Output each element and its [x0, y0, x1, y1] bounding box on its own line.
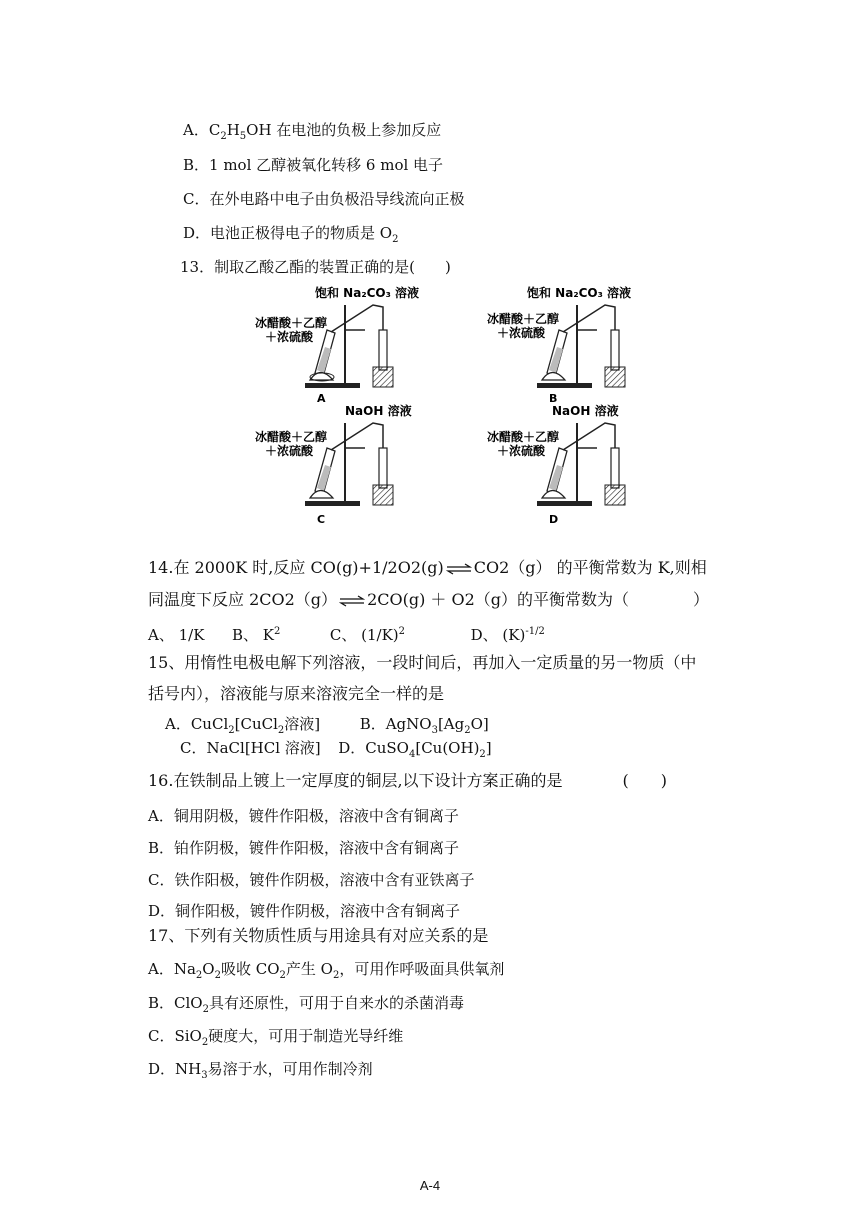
label-c-top: NaOH 溶液: [345, 404, 412, 418]
q15-option-b: B．$AgNO_3[Ag_2O]$: [359, 715, 489, 736]
q16-stem: 16.在铁制品上镀上一定厚度的铜层,以下设计方案正确的是 ( ): [148, 771, 668, 790]
q16-option-a: A．铜用阴极，镀件作阳极，溶液中含有铜离子: [148, 807, 459, 825]
caption-b: B: [549, 392, 558, 405]
q16-option-c: C．铁作阳极，镀件作阴极，溶液中含有亚铁离子: [148, 871, 475, 889]
caption-c: C: [317, 513, 326, 526]
label-a-reagent2: ＋浓硫酸: [265, 330, 314, 344]
q15-option-c: C．NaCl[HCl 溶液]: [180, 739, 321, 757]
equilibrium-arrow-icon: [339, 595, 365, 607]
q15-option-d: D．$CuSO_4[Cu(OH)_2]$: [338, 739, 492, 760]
label-a-reagent1: 冰醋酸＋乙醇: [255, 316, 328, 330]
q14-line1: 14.在 2000K 时,反应 CO(g)+1/2O2(g) CO2（g） 的平衡常数为 K,则相: [148, 558, 707, 577]
label-b-reagent2: ＋浓硫酸: [497, 326, 546, 340]
apparatus-d: [487, 403, 625, 526]
page-number: A-4: [419, 1178, 441, 1193]
q12-option-d: D．电池正极得电子的物质是 $O_2$: [183, 224, 399, 245]
label-b-top: 饱和 Na₂CO₃ 溶液: [527, 286, 632, 300]
q16-answer-bracket: ( ): [622, 771, 668, 790]
q15-options-row2: [180, 738, 492, 765]
label-d-top: NaOH 溶液: [552, 404, 619, 418]
caption-d: D: [549, 513, 559, 526]
q16-option-b: B．铂作阴极，镀件作阳极，溶液中含有铜离子: [148, 839, 460, 857]
q12-option-c: C．在外电路中电子由负极沿导线流向正极: [183, 190, 465, 208]
apparatus-b: [487, 285, 631, 405]
q16-option-d: D．铜作阳极，镀件作阴极，溶液中含有铜离子: [148, 902, 461, 920]
apparatus-a: [255, 285, 419, 405]
q12-option-a: A．$C_2H_5OH$ 在电池的负极上参加反应: [183, 121, 442, 142]
apparatus-c: [255, 403, 412, 526]
q14-option-d: D、 $(K)^{-1/2}$: [470, 626, 545, 644]
q14-options: [148, 622, 545, 645]
q14-option-a: A、 1/K: [148, 626, 205, 644]
label-c-reagent1: 冰醋酸＋乙醇: [255, 430, 328, 444]
q14-option-b: B、 $K^2$: [231, 626, 281, 644]
q14-option-c: C、 $(1/K)^2$: [329, 626, 406, 644]
q15-line2: 括号内），溶液能与原来溶液完全一样的是: [148, 684, 445, 703]
caption-a: A: [317, 392, 326, 405]
q15-line1: 15、用惰性电极电解下列溶液，一段时间后，再加入一定质量的另一物质（中: [148, 653, 697, 672]
q14-line2: 同温度下反应 2CO2（g） 2CO(g) ＋ O2（g）的平衡常数为（ ）: [148, 590, 710, 609]
equilibrium-arrow-icon: [446, 563, 472, 575]
label-d-reagent1: 冰醋酸＋乙醇: [487, 430, 560, 444]
q17-option-a: A．$Na_2O_2$吸收 $CO_2$产生 $O_2$，可用作呼吸面具供氧剂: [148, 960, 505, 981]
q13-apparatus-figure: [255, 285, 655, 530]
q17-stem: 17、下列有关物质性质与用途具有对应关系的是: [148, 926, 489, 945]
q17-option-d: D．$NH_3$易溶于水，可用作制冷剂: [148, 1060, 373, 1081]
q12-option-b: B．1 mol 乙醇被氧化转移 6 mol 电子: [183, 156, 444, 174]
label-d-reagent2: ＋浓硫酸: [497, 444, 546, 458]
q17-option-b: B．ClO$_2$具有还原性，可用于自来水的杀菌消毒: [148, 994, 464, 1015]
q13-stem: 13．制取乙酸乙酯的装置正确的是( ): [180, 258, 451, 276]
label-b-reagent1: 冰醋酸＋乙醇: [487, 312, 560, 326]
q17-option-c: C．SiO$_2$硬度大，可用于制造光导纤维: [148, 1027, 404, 1048]
q15-options-row1: [165, 714, 489, 741]
label-a-top: 饱和 Na₂CO₃ 溶液: [315, 286, 420, 300]
label-c-reagent2: ＋浓硫酸: [265, 444, 314, 458]
q15-option-a: A．CuCl$_2$[CuCl$_2$溶液]: [165, 715, 321, 736]
